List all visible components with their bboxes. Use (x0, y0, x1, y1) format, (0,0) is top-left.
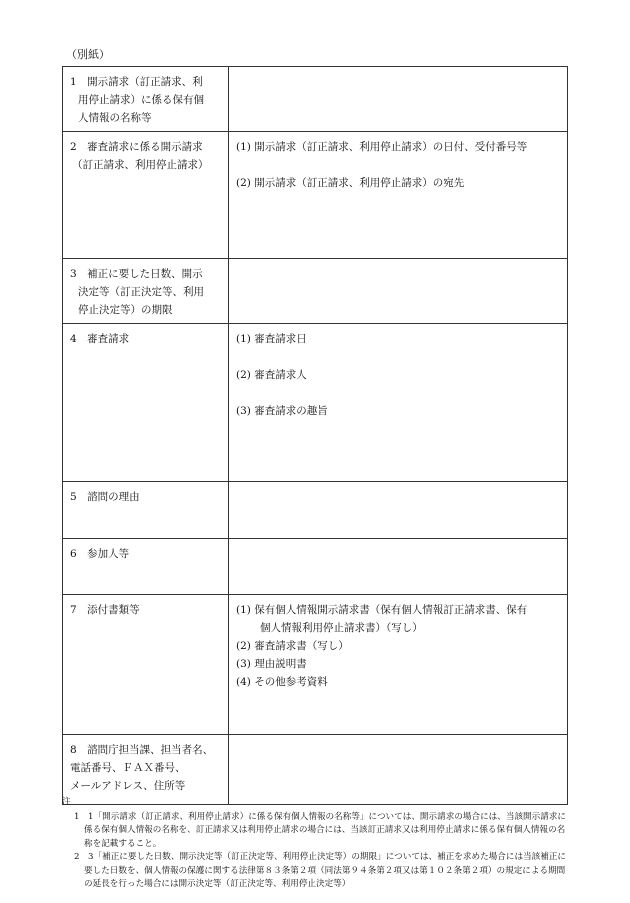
row-3-label-line: 決定等（訂正決定等、利用 (78, 286, 204, 298)
row-5-label (63, 482, 229, 539)
row-4 (63, 324, 568, 482)
row-4-label-line: 4 審査請求 (70, 333, 130, 345)
row-8-label-line: 電話番号、ＦＡＸ番号、 (70, 762, 186, 774)
row-6-label-line: 6 参加人等 (70, 548, 130, 560)
note-item: 1 1「開示請求（訂正請求、利用停止請求）に係る保有個人情報の名称等」については、開示請求の場合には、当該開示請求に係る保有個人情報の名称を、訂正請求又は利用停止請求の場合には、当該訂正請求又は利用停止請求に係る保有個人情報の名称を記載すること。 (74, 811, 567, 849)
row-5 (63, 482, 568, 539)
row-2-item: (2) 開示請求（訂正請求、利用停止請求）の宛先 (236, 177, 465, 189)
row-4-label (63, 324, 229, 482)
row-8-value (229, 735, 568, 805)
row-6 (63, 539, 568, 595)
row-2-label-line: （訂正請求、利用停止請求） (72, 159, 209, 171)
row-4-item: (2) 審査請求人 (236, 369, 307, 381)
row-1-label-line: 用停止請求）に係る保有個 (78, 94, 204, 106)
page-label: （別紙） (66, 48, 110, 61)
row-3-label (63, 259, 229, 324)
notes-heading: 注 (62, 797, 71, 807)
row-2-item: (1) 開示請求（訂正請求、利用停止請求）の日付、受付番号等 (236, 141, 528, 153)
row-4-value (229, 324, 568, 482)
form-table (62, 66, 568, 805)
row-5-value (229, 482, 568, 539)
row-4-item: (1) 審査請求日 (236, 333, 307, 345)
row-6-value (229, 539, 568, 595)
row-7-item: (2) 審査請求書（写し） (236, 640, 349, 652)
row-6-label (63, 539, 229, 595)
row-7 (63, 595, 568, 735)
row-1-label-line: 1 開示請求（訂正請求、利 (70, 76, 203, 88)
row-2-label-line: 2 審査請求に係る開示請求 (70, 141, 203, 153)
row-3-label-line: 3 補正に要した日数、開示 (70, 268, 203, 280)
row-3 (63, 259, 568, 324)
row-8 (63, 735, 568, 805)
row-4-item: (3) 審査請求の趣旨 (236, 405, 328, 417)
row-5-label-line: 5 諮問の理由 (70, 491, 140, 503)
notes (62, 796, 572, 892)
row-1-value (229, 67, 568, 132)
row-1 (63, 67, 568, 132)
row-1-label (63, 67, 229, 132)
row-7-value (229, 595, 568, 735)
row-2-label (63, 132, 229, 259)
row-8-label (63, 735, 229, 805)
row-2-value (229, 132, 568, 259)
row-7-label-line: 7 添付書類等 (70, 604, 140, 616)
row-7-item: 個人情報利用停止請求書）（写し） (260, 622, 423, 634)
row-3-label-line: 停止決定等）の期限 (78, 304, 173, 316)
row-8-label-line: 8 諮問庁担当課、担当者名、 (70, 744, 214, 756)
row-7-label (63, 595, 229, 735)
note-item: 2 3「補正に要した日数、開示決定等（訂正決定等、利用停止決定等）の期限」については、補正を求めた場合には当該補正に要した日数を、個人情報の保護に関する法律第８３条第２項（同法第９４条第２項又は第１０２条第２項）の規定による期間の延長を行った場合には開示決定等（訂正決定等、利用停止決定等） (74, 852, 567, 889)
row-3-value (229, 259, 568, 324)
row-1-label-line: 人情報の名称等 (78, 112, 152, 124)
row-7-item: (4) その他参考資料 (236, 676, 328, 688)
row-7-item: (1) 保有個人情報開示請求書（保有個人情報訂正請求書、保有 (236, 604, 528, 616)
row-8-label-line: メールアドレス、住所等 (70, 780, 186, 792)
row-7-item: (3) 理由説明書 (236, 658, 307, 670)
row-2 (63, 132, 568, 259)
